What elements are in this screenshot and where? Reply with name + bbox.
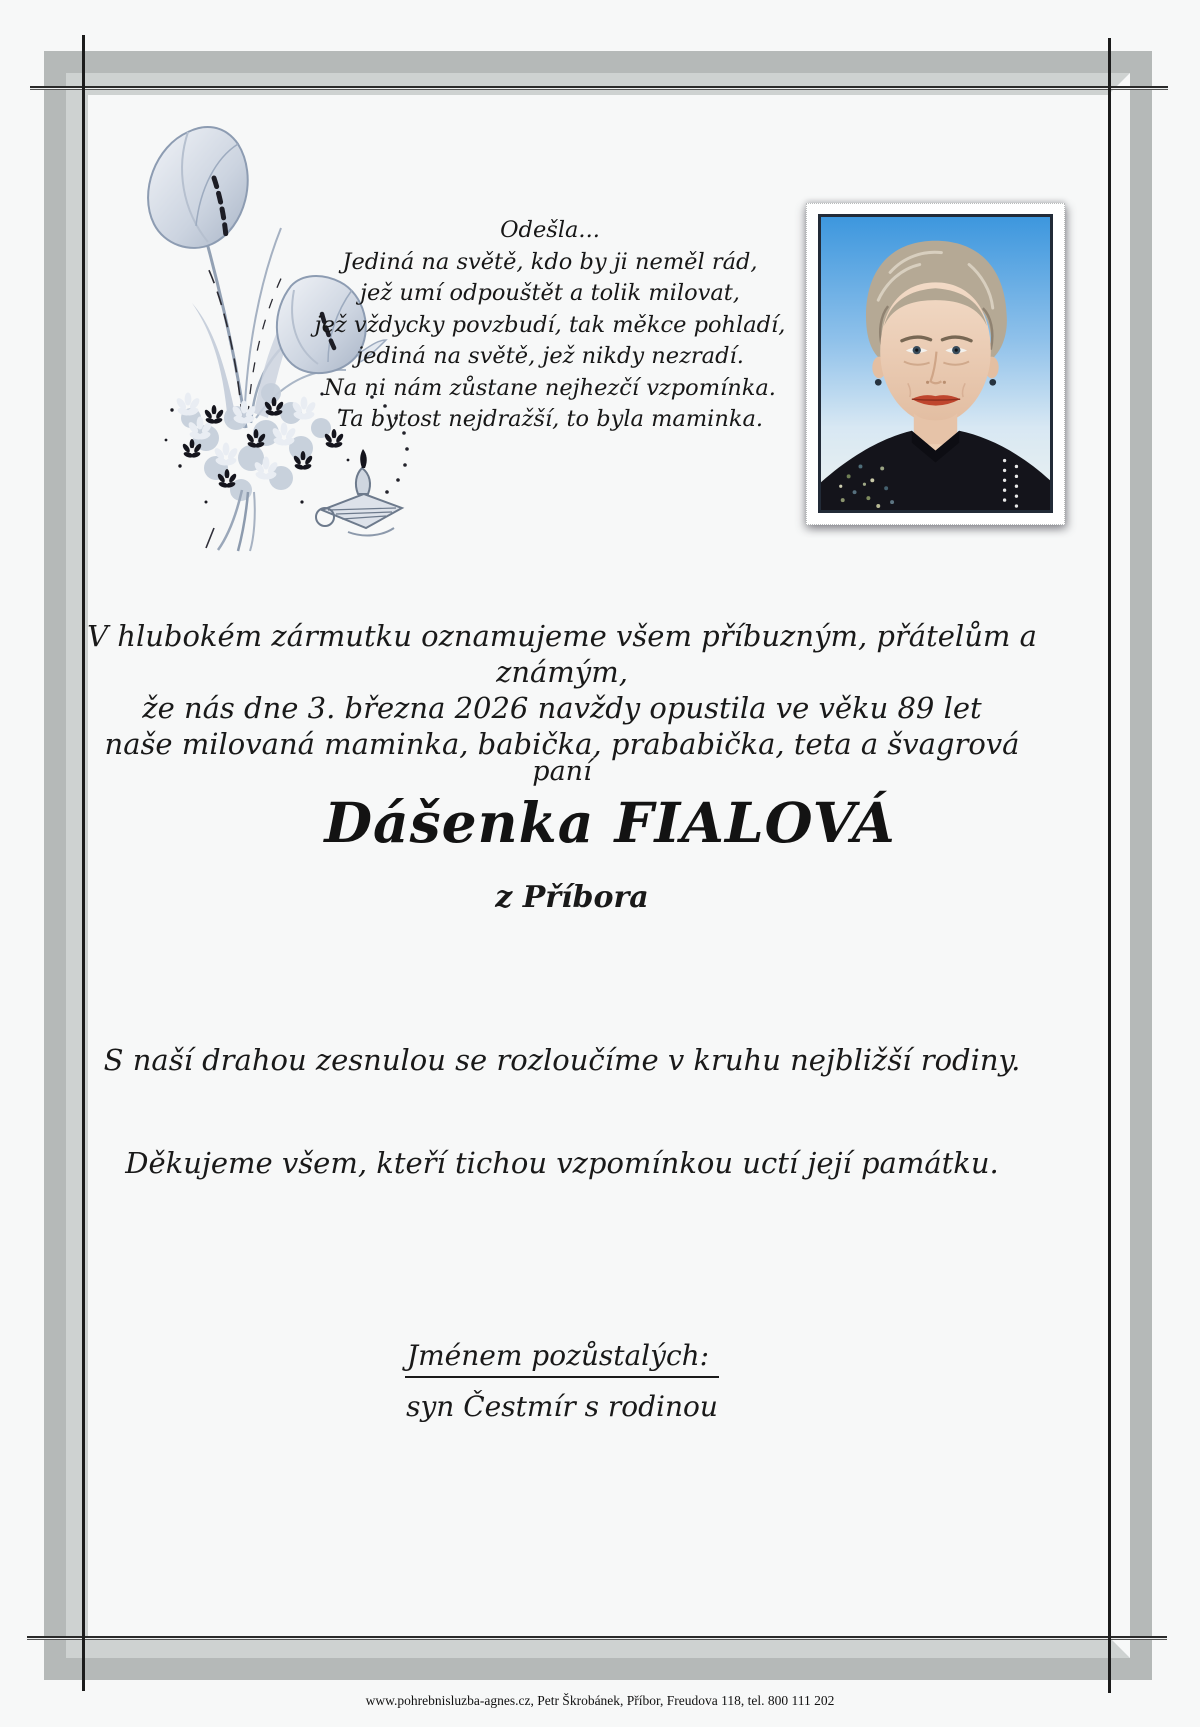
signature-heading-label: Jménem pozůstalých: — [405, 1339, 719, 1378]
thin-rule-top — [30, 86, 1168, 90]
deceased-title: paní — [532, 756, 592, 787]
poem-line: Odešla... — [500, 217, 600, 243]
portrait-photo — [818, 214, 1053, 513]
funeral-service-footer: www.pohrebnisluzba-agnes.cz, Petr Škrobánek, Příbor, Freudova 118, tel. 800 111 202 — [365, 1693, 835, 1708]
deceased-name: Dášenka FIALOVÁ — [324, 790, 896, 855]
thanks-text: Děkujeme všem, kteří tichou vzpomínkou uctí její památku. — [125, 1146, 999, 1180]
deceased-origin: z Příbora — [495, 880, 649, 915]
poem-line: Jediná na světě, kdo by ji neměl rád, — [342, 248, 758, 275]
signature-name: syn Čestmír s rodinou — [406, 1390, 718, 1423]
poem-line: jež umí odpouštět a tolik milovat, — [360, 280, 740, 306]
announcement-text — [32, 618, 1092, 762]
portrait-photo-frame — [806, 203, 1065, 525]
memorial-poem — [310, 215, 790, 436]
announcement-line: V hlubokém zármutku oznamujeme všem příbuzným, přátelům a známým, — [87, 619, 1037, 689]
portrait-photo-elderly-woman — [821, 217, 1050, 510]
poem-line: Ta bytost nejdražší, to byla maminka. — [336, 406, 764, 432]
announcement-line: že nás dne 3. března 2026 navždy opustila ve věku 89 let — [142, 691, 982, 725]
thin-rule-right — [1108, 38, 1111, 1693]
thin-rule-bottom — [27, 1636, 1167, 1640]
poem-line: jež vždycky povzbudí, tak měkce pohladí, — [314, 311, 786, 338]
thin-rule-left — [82, 35, 85, 1691]
signature-heading — [32, 1339, 1092, 1378]
farewell-text: S naší drahou zesnulou se rozloučíme v kruhu nejbližší rodiny. — [103, 1043, 1021, 1077]
poem-line: jediná na světě, jež nikdy nezradí. — [356, 343, 744, 369]
announcement-line: naše milovaná maminka, babička, prababička, teta a švagrová — [104, 727, 1020, 761]
poem-line: Na ni nám zůstane nejhezčí vzpomínka. — [324, 374, 776, 401]
